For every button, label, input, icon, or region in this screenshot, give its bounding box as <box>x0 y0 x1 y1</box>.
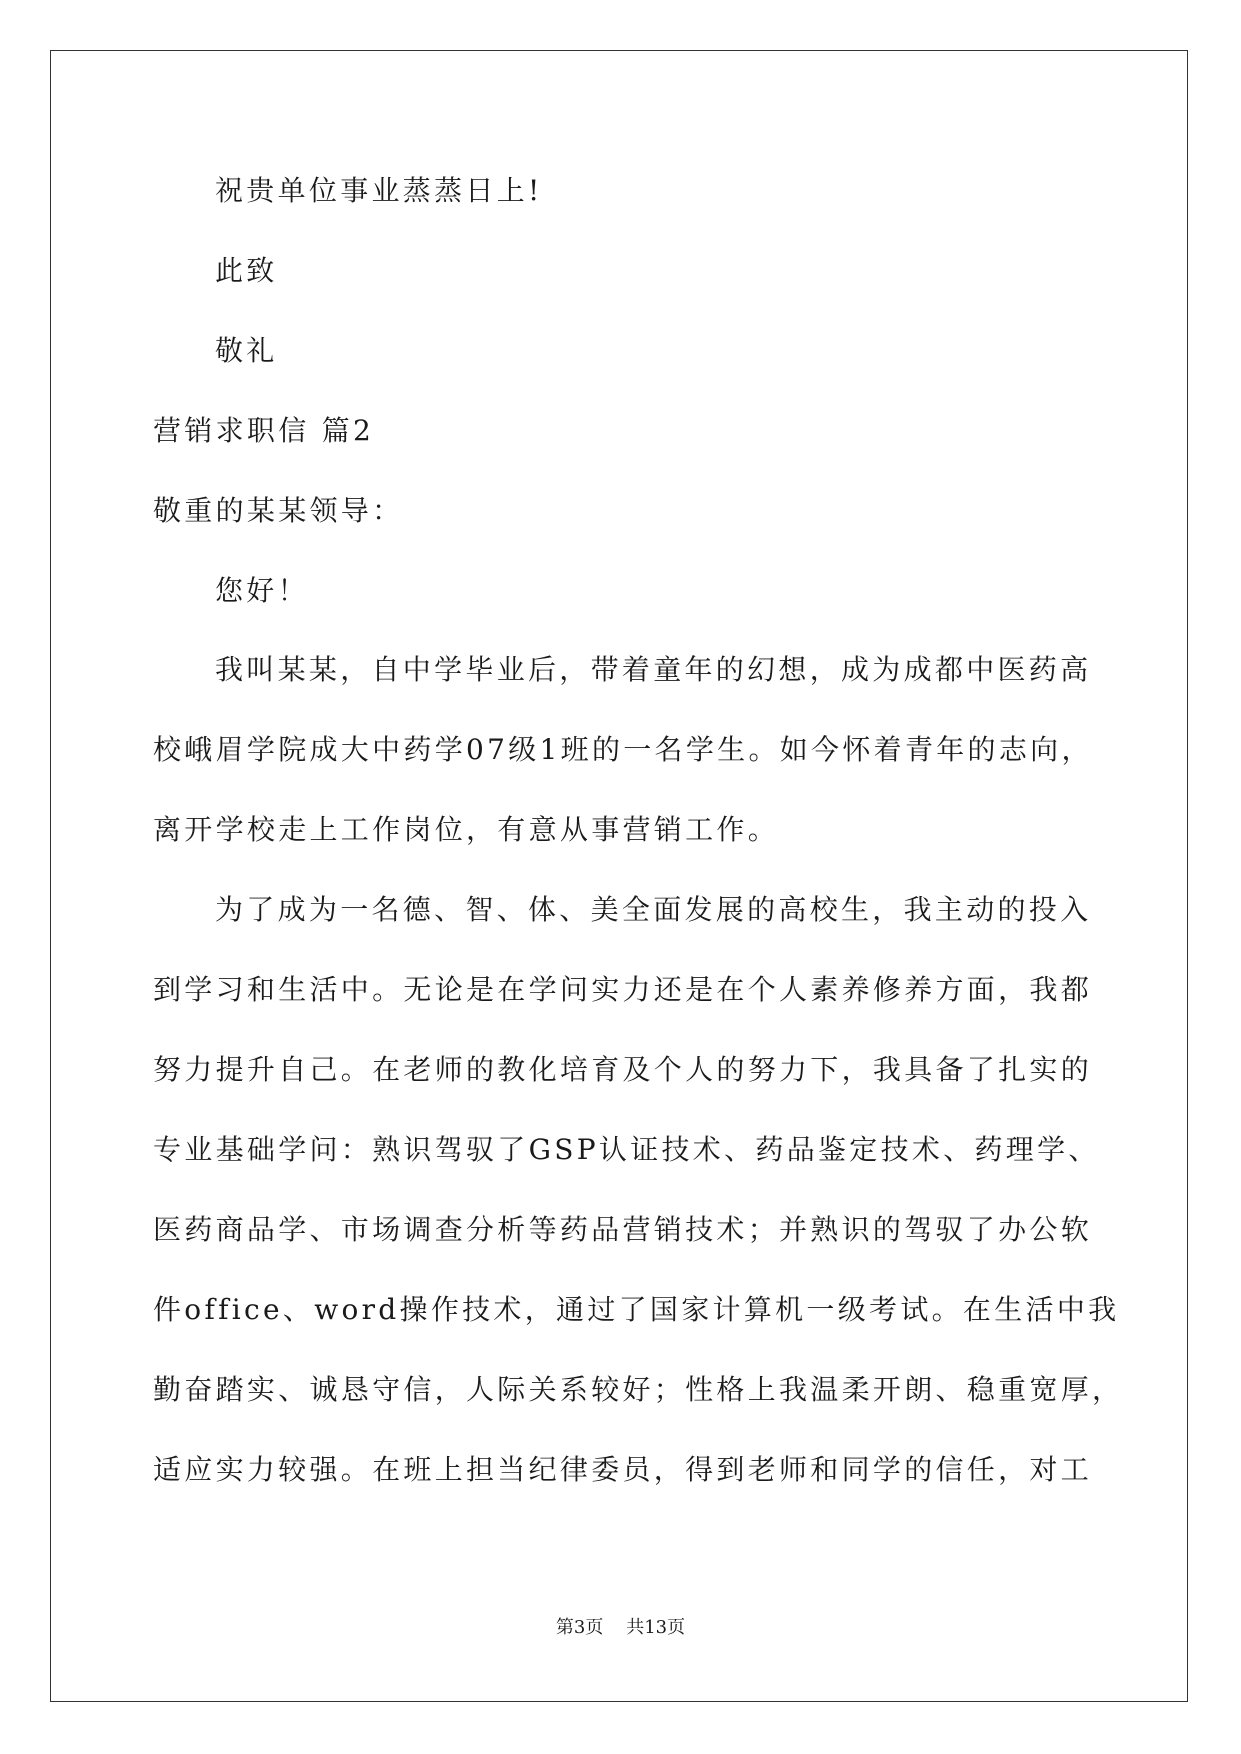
paragraph-line: 适应实力较强。在班上担当纪律委员，得到老师和同学的信任，对工 <box>153 1453 1093 1486</box>
section-heading: 营销求职信 篇2 <box>153 414 375 447</box>
salutation: 敬重的某某领导： <box>153 494 404 527</box>
paragraph-line: 医药商品学、市场调查分析等药品营销技术；并熟识的驾驭了办公软 <box>153 1213 1093 1246</box>
paragraph-line: 到学习和生活中。无论是在学问实力还是在个人素养修养方面，我都 <box>153 973 1093 1006</box>
page-number: 第3页 <box>555 1617 604 1638</box>
page-footer <box>0 1615 1241 1641</box>
closing-wish: 祝贵单位事业蒸蒸日上! <box>215 174 543 207</box>
paragraph-line: 专业基础学问：熟识驾驭了GSP认证技术、药品鉴定技术、药理学、 <box>153 1133 1100 1166</box>
paragraph-line: 我叫某某，自中学毕业后，带着童年的幻想，成为成都中医药高 <box>215 653 1092 686</box>
paragraph-line: 离开学校走上工作岗位，有意从事营销工作。 <box>153 813 780 846</box>
paragraph-line: 努力提升自己。在老师的教化培育及个人的努力下，我具备了扎实的 <box>153 1053 1093 1086</box>
closing-jingli: 敬礼 <box>215 334 278 367</box>
paragraph-line: 校峨眉学院成大中药学07级1班的一名学生。如今怀着青年的志向， <box>153 733 1093 766</box>
greeting: 您好！ <box>215 574 309 607</box>
closing-cizhi: 此致 <box>215 254 278 287</box>
paragraph-line: 件office、word操作技术，通过了国家计算机一级考试。在生活中我 <box>153 1293 1120 1326</box>
paragraph-line: 勤奋踏实、诚恳守信，人际关系较好；性格上我温柔开朗、稳重宽厚， <box>153 1373 1124 1406</box>
paragraph-line: 为了成为一名德、智、体、美全面发展的高校生，我主动的投入 <box>215 893 1092 926</box>
page-total: 共13页 <box>626 1617 686 1638</box>
